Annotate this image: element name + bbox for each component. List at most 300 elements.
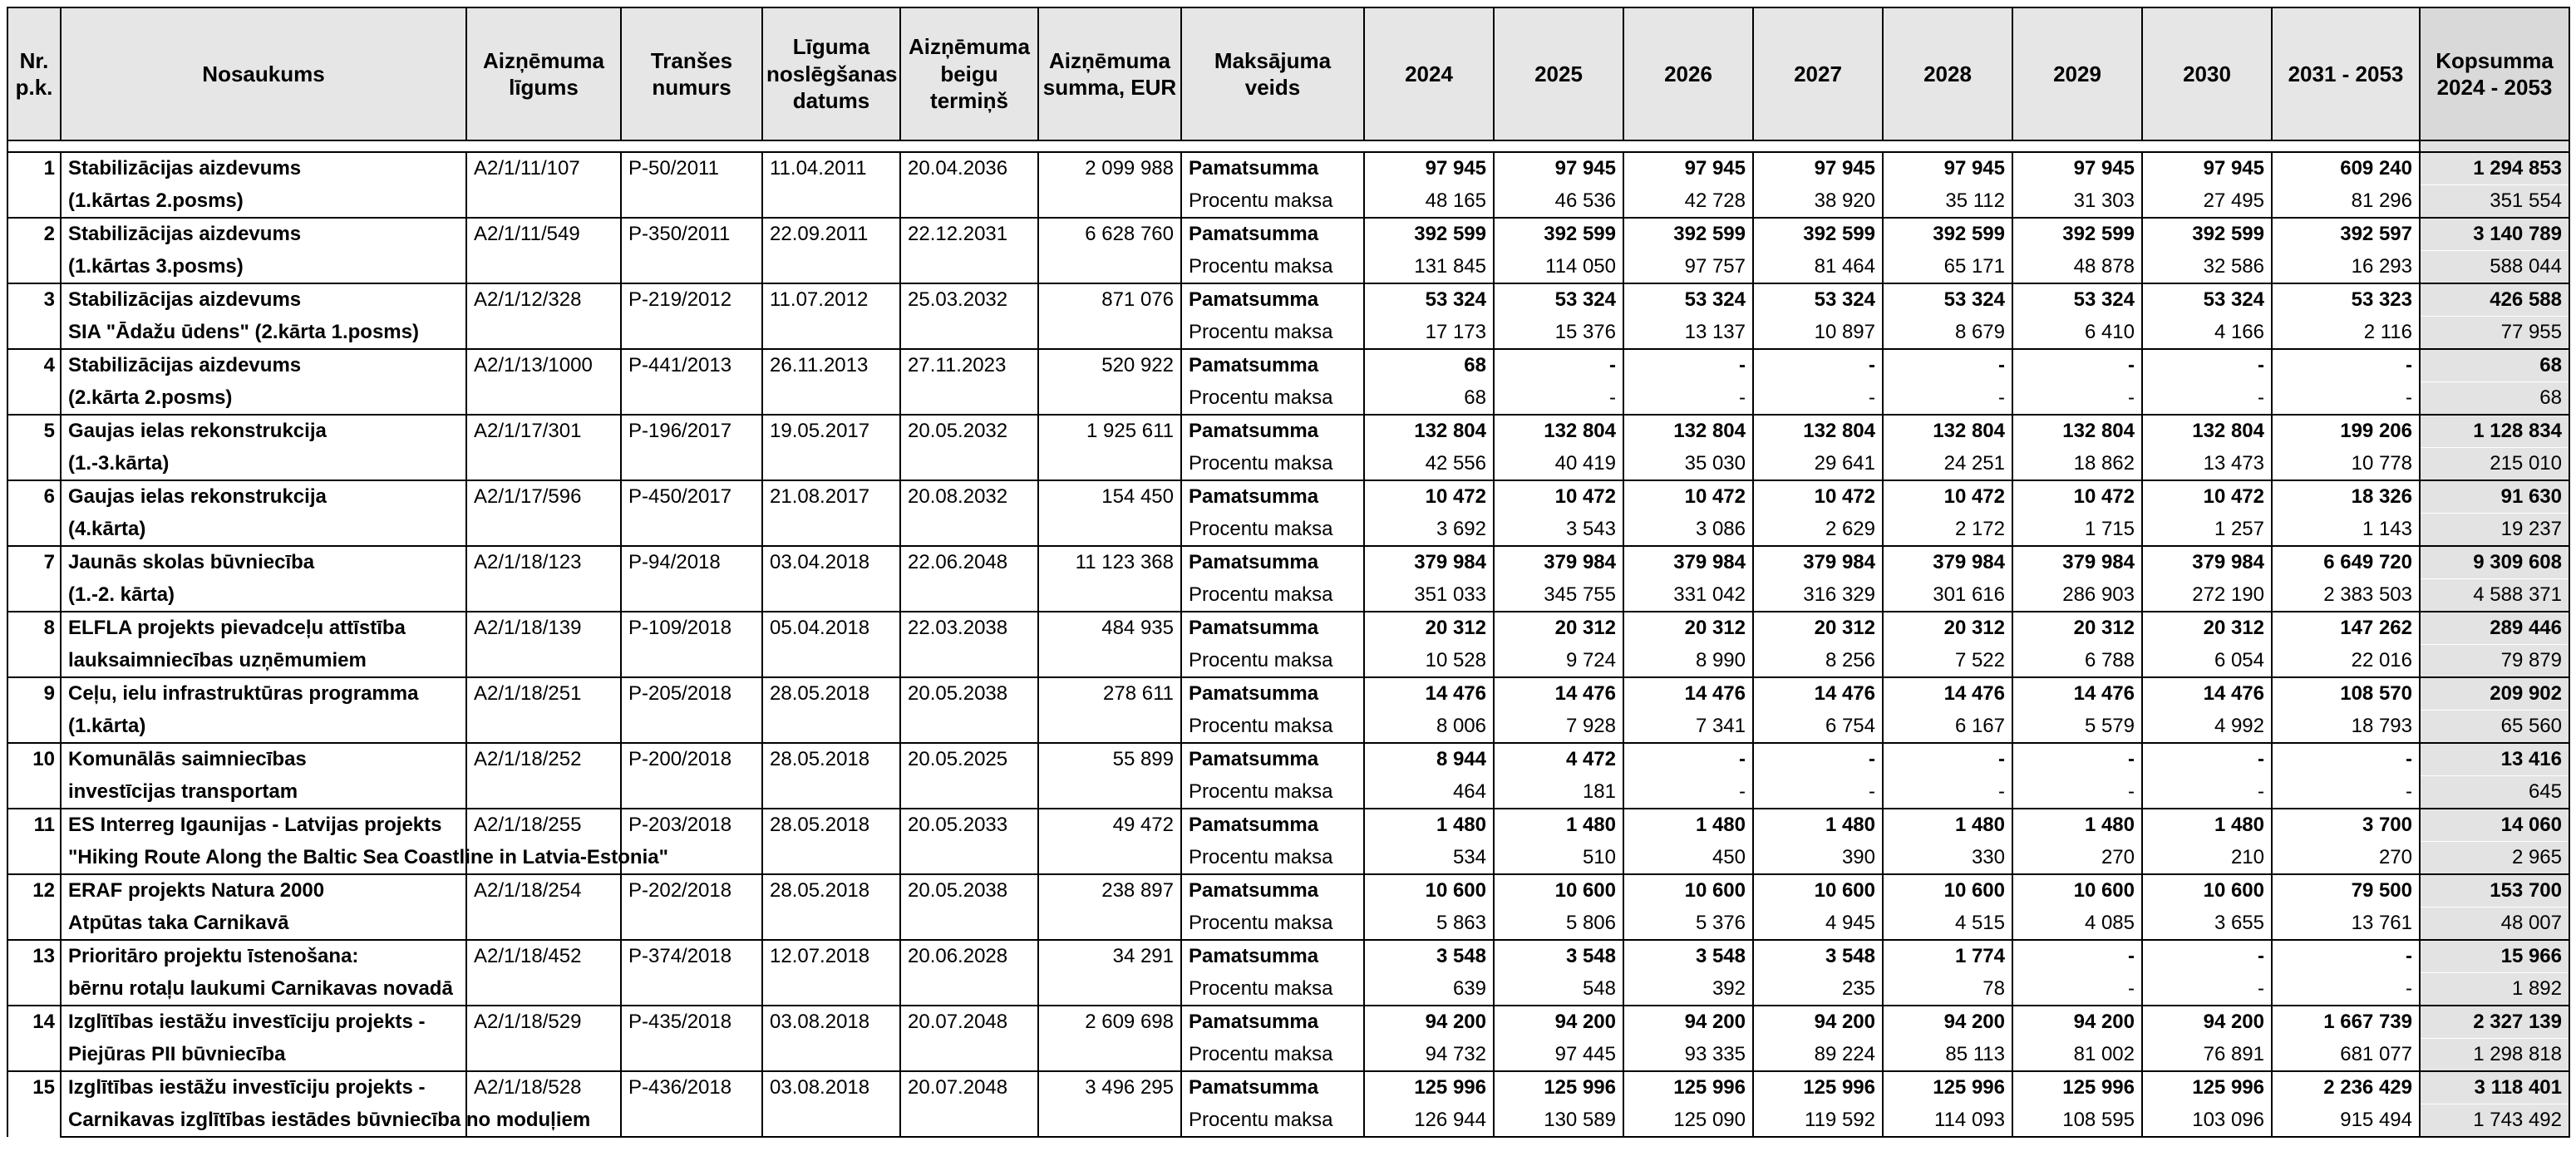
empty-cell bbox=[466, 1039, 621, 1072]
row-number-cont bbox=[7, 1039, 61, 1072]
principal-total: 426 588 bbox=[2420, 283, 2569, 317]
principal-value: 1 667 739 bbox=[2272, 1006, 2420, 1039]
principal-total: 68 bbox=[2420, 349, 2569, 382]
loan-amount: 2 099 988 bbox=[1038, 152, 1181, 185]
interest-total: 2 965 bbox=[2420, 842, 2569, 875]
principal-value: 10 472 bbox=[1753, 480, 1883, 514]
principal-value: 4 472 bbox=[1494, 743, 1623, 776]
loan-row-interest bbox=[7, 973, 2569, 1006]
maturity-date: 22.06.2048 bbox=[900, 546, 1038, 579]
row-number-cont bbox=[7, 973, 61, 1006]
loan-name: Izglītības iestāžu investīciju projekts - bbox=[61, 1006, 466, 1039]
interest-value: 4 166 bbox=[2142, 317, 2272, 350]
loan-name: Stabilizācijas aizdevums bbox=[61, 349, 466, 382]
principal-value: 20 312 bbox=[1753, 612, 1883, 645]
header-row bbox=[7, 7, 2569, 140]
loan-name: Jaunās skolas būvniecība bbox=[61, 546, 466, 579]
row-number: 13 bbox=[7, 940, 61, 973]
header-2025: 2025 bbox=[1494, 7, 1623, 140]
principal-value: 10 472 bbox=[1364, 480, 1494, 514]
interest-value: 270 bbox=[2012, 842, 2142, 875]
empty-cell bbox=[466, 382, 621, 416]
tranche-number: P-435/2018 bbox=[621, 1006, 762, 1039]
loan-row-principal bbox=[7, 612, 2569, 645]
empty-cell bbox=[466, 908, 621, 941]
interest-value: 35 030 bbox=[1623, 448, 1753, 481]
loan-row-principal bbox=[7, 940, 2569, 973]
interest-value: 270 bbox=[2272, 842, 2420, 875]
principal-value: 68 bbox=[1364, 349, 1494, 382]
empty-cell bbox=[466, 185, 621, 219]
interest-total: 1 743 492 bbox=[2420, 1104, 2569, 1138]
loan-name-cont: Carnikavas izglītības iestādes būvniecība no moduļiem bbox=[61, 1104, 466, 1138]
loan-row-interest bbox=[7, 579, 2569, 612]
principal-value: 1 480 bbox=[1364, 809, 1494, 842]
row-number-cont bbox=[7, 842, 61, 875]
interest-value: 639 bbox=[1364, 973, 1494, 1006]
payment-type: Procentu maksa bbox=[1181, 185, 1364, 219]
tranche-number: P-109/2018 bbox=[621, 612, 762, 645]
interest-value: - bbox=[2272, 973, 2420, 1006]
empty-cell bbox=[466, 711, 621, 744]
empty-cell bbox=[762, 1039, 900, 1072]
loan-agreement: A2/1/18/528 bbox=[466, 1071, 621, 1104]
interest-total: 79 879 bbox=[2420, 645, 2569, 678]
empty-cell bbox=[762, 382, 900, 416]
principal-value: 392 599 bbox=[1623, 218, 1753, 251]
empty-cell bbox=[900, 1039, 1038, 1072]
principal-value: 6 649 720 bbox=[2272, 546, 2420, 579]
interest-value: 24 251 bbox=[1883, 448, 2012, 481]
loan-row-principal bbox=[7, 480, 2569, 514]
principal-value: 53 324 bbox=[1623, 283, 1753, 317]
loan-row-principal bbox=[7, 349, 2569, 382]
payment-type: Pamatsumma bbox=[1181, 283, 1364, 317]
interest-value: 915 494 bbox=[2272, 1104, 2420, 1138]
agreement-date: 26.11.2013 bbox=[762, 349, 900, 382]
principal-value: 609 240 bbox=[2272, 152, 2420, 185]
payment-type: Procentu maksa bbox=[1181, 382, 1364, 416]
loan-row-interest bbox=[7, 1104, 2569, 1138]
principal-value: 125 996 bbox=[1623, 1071, 1753, 1104]
principal-value: 18 326 bbox=[2272, 480, 2420, 514]
payment-type: Procentu maksa bbox=[1181, 645, 1364, 678]
interest-value: 1 715 bbox=[2012, 514, 2142, 547]
empty-cell bbox=[1038, 908, 1181, 941]
empty-cell bbox=[621, 908, 762, 941]
payment-type: Procentu maksa bbox=[1181, 579, 1364, 612]
interest-value: 330 bbox=[1883, 842, 2012, 875]
interest-value: 534 bbox=[1364, 842, 1494, 875]
agreement-date: 03.04.2018 bbox=[762, 546, 900, 579]
empty-cell bbox=[621, 448, 762, 481]
tranche-number: P-374/2018 bbox=[621, 940, 762, 973]
payment-type: Pamatsumma bbox=[1181, 809, 1364, 842]
loan-row-interest bbox=[7, 382, 2569, 416]
interest-value: - bbox=[2012, 973, 2142, 1006]
principal-value: 10 600 bbox=[1753, 874, 1883, 908]
interest-value: 6 788 bbox=[2012, 645, 2142, 678]
principal-value: 10 600 bbox=[1364, 874, 1494, 908]
interest-value: 2 383 503 bbox=[2272, 579, 2420, 612]
loan-row-principal bbox=[7, 283, 2569, 317]
row-number: 3 bbox=[7, 283, 61, 317]
agreement-date: 03.08.2018 bbox=[762, 1006, 900, 1039]
interest-value: 9 724 bbox=[1494, 645, 1623, 678]
principal-value: 53 324 bbox=[1364, 283, 1494, 317]
payment-type: Pamatsumma bbox=[1181, 218, 1364, 251]
empty-cell bbox=[621, 776, 762, 809]
principal-value: 392 599 bbox=[2142, 218, 2272, 251]
loan-amount: 55 899 bbox=[1038, 743, 1181, 776]
loan-row-principal bbox=[7, 415, 2569, 448]
loan-row-principal bbox=[7, 152, 2569, 185]
interest-value: 27 495 bbox=[2142, 185, 2272, 219]
interest-value: 15 376 bbox=[1494, 317, 1623, 350]
loan-row-interest bbox=[7, 711, 2569, 744]
interest-value: 6 754 bbox=[1753, 711, 1883, 744]
principal-value: 10 472 bbox=[2012, 480, 2142, 514]
empty-cell bbox=[900, 711, 1038, 744]
loan-name: ERAF projekts Natura 2000 bbox=[61, 874, 466, 908]
loan-name: Ceļu, ielu infrastruktūras programma bbox=[61, 677, 466, 711]
loan-name-cont: investīcijas transportam bbox=[61, 776, 466, 809]
payment-type: Pamatsumma bbox=[1181, 546, 1364, 579]
interest-value: 65 171 bbox=[1883, 251, 2012, 284]
interest-total: 4 588 371 bbox=[2420, 579, 2569, 612]
interest-total: 215 010 bbox=[2420, 448, 2569, 481]
empty-cell bbox=[621, 382, 762, 416]
interest-value: 40 419 bbox=[1494, 448, 1623, 481]
principal-value: 20 312 bbox=[2012, 612, 2142, 645]
row-number-cont bbox=[7, 908, 61, 941]
principal-value: 1 480 bbox=[1753, 809, 1883, 842]
principal-value: 94 200 bbox=[1883, 1006, 2012, 1039]
row-number-cont bbox=[7, 382, 61, 416]
row-number-cont bbox=[7, 317, 61, 350]
empty-cell bbox=[466, 448, 621, 481]
interest-value: 301 616 bbox=[1883, 579, 2012, 612]
loan-agreement: A2/1/18/123 bbox=[466, 546, 621, 579]
loan-amount: 6 628 760 bbox=[1038, 218, 1181, 251]
interest-value: 331 042 bbox=[1623, 579, 1753, 612]
header-summa: Aizņēmuma summa, EUR bbox=[1038, 7, 1181, 140]
empty-cell bbox=[900, 448, 1038, 481]
maturity-date: 20.05.2038 bbox=[900, 677, 1038, 711]
empty-cell bbox=[466, 776, 621, 809]
maturity-date: 22.12.2031 bbox=[900, 218, 1038, 251]
empty-cell bbox=[900, 514, 1038, 547]
principal-value: 379 984 bbox=[2142, 546, 2272, 579]
principal-value: 14 476 bbox=[1494, 677, 1623, 711]
interest-value: 48 878 bbox=[2012, 251, 2142, 284]
empty-cell bbox=[466, 514, 621, 547]
loan-name-cont: (2.kārta 2.posms) bbox=[61, 382, 466, 416]
header-tranche: Tranšes numurs bbox=[621, 7, 762, 140]
interest-value: 32 586 bbox=[2142, 251, 2272, 284]
principal-value: 14 476 bbox=[1753, 677, 1883, 711]
loan-amount: 1 925 611 bbox=[1038, 415, 1181, 448]
interest-value: 345 755 bbox=[1494, 579, 1623, 612]
loan-agreement: A2/1/17/596 bbox=[466, 480, 621, 514]
principal-value: 79 500 bbox=[2272, 874, 2420, 908]
header-2026: 2026 bbox=[1623, 7, 1753, 140]
header-beigu: Aizņēmuma beigu termiņš bbox=[900, 7, 1038, 140]
principal-value: - bbox=[2012, 940, 2142, 973]
interest-value: 3 543 bbox=[1494, 514, 1623, 547]
principal-value: 94 200 bbox=[2142, 1006, 2272, 1039]
interest-value: 510 bbox=[1494, 842, 1623, 875]
interest-value: 103 096 bbox=[2142, 1104, 2272, 1138]
principal-value: - bbox=[1883, 349, 2012, 382]
loan-amount: 871 076 bbox=[1038, 283, 1181, 317]
empty-cell bbox=[900, 251, 1038, 284]
loan-row-principal bbox=[7, 677, 2569, 711]
interest-value: 4 085 bbox=[2012, 908, 2142, 941]
principal-value: 379 984 bbox=[1883, 546, 2012, 579]
empty-cell bbox=[466, 579, 621, 612]
loan-amount: 484 935 bbox=[1038, 612, 1181, 645]
empty-cell bbox=[1038, 1039, 1181, 1072]
principal-value: 10 472 bbox=[2142, 480, 2272, 514]
loan-agreement: A2/1/12/328 bbox=[466, 283, 621, 317]
empty-cell bbox=[466, 973, 621, 1006]
interest-value: 81 296 bbox=[2272, 185, 2420, 219]
interest-value: - bbox=[2142, 973, 2272, 1006]
principal-value: 1 480 bbox=[2142, 809, 2272, 842]
empty-cell bbox=[621, 1104, 762, 1138]
principal-value: 1 480 bbox=[1494, 809, 1623, 842]
agreement-date: 19.05.2017 bbox=[762, 415, 900, 448]
loan-name: Komunālās saimniecības bbox=[61, 743, 466, 776]
row-number: 6 bbox=[7, 480, 61, 514]
interest-value: 10 778 bbox=[2272, 448, 2420, 481]
loan-name: Stabilizācijas aizdevums bbox=[61, 152, 466, 185]
tranche-number: P-205/2018 bbox=[621, 677, 762, 711]
principal-value: 125 996 bbox=[2012, 1071, 2142, 1104]
agreement-date: 28.05.2018 bbox=[762, 809, 900, 842]
interest-value: - bbox=[2012, 776, 2142, 809]
loan-name-cont: "Hiking Route Along the Baltic Sea Coastline in Latvia-Estonia" bbox=[61, 842, 466, 875]
tranche-number: P-50/2011 bbox=[621, 152, 762, 185]
empty-cell bbox=[621, 973, 762, 1006]
interest-value: 35 112 bbox=[1883, 185, 2012, 219]
loan-name-cont: SIA "Ādažu ūdens" (2.kārta 1.posms) bbox=[61, 317, 466, 350]
principal-value: 125 996 bbox=[1364, 1071, 1494, 1104]
row-number: 1 bbox=[7, 152, 61, 185]
loan-agreement: A2/1/18/452 bbox=[466, 940, 621, 973]
interest-value: 2 629 bbox=[1753, 514, 1883, 547]
interest-value: - bbox=[2142, 776, 2272, 809]
agreement-date: 11.04.2011 bbox=[762, 152, 900, 185]
empty-cell bbox=[1038, 1104, 1181, 1138]
empty-cell bbox=[900, 382, 1038, 416]
principal-value: 132 804 bbox=[2142, 415, 2272, 448]
payment-type: Pamatsumma bbox=[1181, 1006, 1364, 1039]
loan-name: Stabilizācijas aizdevums bbox=[61, 218, 466, 251]
principal-value: 97 945 bbox=[1623, 152, 1753, 185]
loan-agreement: A2/1/18/251 bbox=[466, 677, 621, 711]
loan-name: Prioritāro projektu īstenošana: bbox=[61, 940, 466, 973]
loan-row-interest bbox=[7, 185, 2569, 219]
empty-cell bbox=[762, 776, 900, 809]
payment-type: Pamatsumma bbox=[1181, 612, 1364, 645]
interest-value: 3 655 bbox=[2142, 908, 2272, 941]
interest-value: 48 165 bbox=[1364, 185, 1494, 219]
principal-total: 289 446 bbox=[2420, 612, 2569, 645]
principal-value: 14 476 bbox=[2012, 677, 2142, 711]
principal-value: 94 200 bbox=[2012, 1006, 2142, 1039]
empty-cell bbox=[621, 579, 762, 612]
principal-value: 97 945 bbox=[1494, 152, 1623, 185]
principal-value: 379 984 bbox=[1364, 546, 1494, 579]
principal-value: 20 312 bbox=[1364, 612, 1494, 645]
principal-value: 132 804 bbox=[1883, 415, 2012, 448]
row-number: 14 bbox=[7, 1006, 61, 1039]
principal-value: 132 804 bbox=[1753, 415, 1883, 448]
interest-value: 97 445 bbox=[1494, 1039, 1623, 1072]
interest-value: 13 137 bbox=[1623, 317, 1753, 350]
row-number-cont bbox=[7, 1104, 61, 1138]
principal-value: 132 804 bbox=[1494, 415, 1623, 448]
interest-value: 68 bbox=[1364, 382, 1494, 416]
interest-value: 351 033 bbox=[1364, 579, 1494, 612]
loan-name: ES Interreg Igaunijas - Latvijas projekts bbox=[61, 809, 466, 842]
principal-value: 3 548 bbox=[1494, 940, 1623, 973]
interest-value: 464 bbox=[1364, 776, 1494, 809]
loan-agreement: A2/1/18/254 bbox=[466, 874, 621, 908]
principal-value: 97 945 bbox=[1883, 152, 2012, 185]
principal-value: 199 206 bbox=[2272, 415, 2420, 448]
loan-row-interest bbox=[7, 776, 2569, 809]
empty-cell bbox=[1038, 448, 1181, 481]
interest-value: - bbox=[2272, 776, 2420, 809]
row-number-cont bbox=[7, 645, 61, 678]
interest-value: 4 945 bbox=[1753, 908, 1883, 941]
principal-value: 20 312 bbox=[2142, 612, 2272, 645]
interest-value: 114 050 bbox=[1494, 251, 1623, 284]
interest-value: 108 595 bbox=[2012, 1104, 2142, 1138]
row-number-cont bbox=[7, 448, 61, 481]
header-veids: Maksājuma veids bbox=[1181, 7, 1364, 140]
header-2028: 2028 bbox=[1883, 7, 2012, 140]
interest-value: 89 224 bbox=[1753, 1039, 1883, 1072]
interest-value: 16 293 bbox=[2272, 251, 2420, 284]
maturity-date: 20.05.2038 bbox=[900, 874, 1038, 908]
interest-value: 8 990 bbox=[1623, 645, 1753, 678]
interest-value: 22 016 bbox=[2272, 645, 2420, 678]
interest-value: 3 086 bbox=[1623, 514, 1753, 547]
principal-value: 97 945 bbox=[1364, 152, 1494, 185]
principal-value: 94 200 bbox=[1494, 1006, 1623, 1039]
principal-value: - bbox=[2142, 743, 2272, 776]
interest-value: - bbox=[2272, 382, 2420, 416]
principal-total: 1 128 834 bbox=[2420, 415, 2569, 448]
interest-value: - bbox=[1883, 776, 2012, 809]
principal-value: 97 945 bbox=[2012, 152, 2142, 185]
loan-amount: 34 291 bbox=[1038, 940, 1181, 973]
principal-value: 392 599 bbox=[2012, 218, 2142, 251]
principal-value: 10 600 bbox=[2012, 874, 2142, 908]
principal-value: 10 600 bbox=[1623, 874, 1753, 908]
principal-value: 53 324 bbox=[2012, 283, 2142, 317]
principal-value: 20 312 bbox=[1883, 612, 2012, 645]
principal-value: 3 548 bbox=[1753, 940, 1883, 973]
loan-name: ELFLA projekts pievadceļu attīstība bbox=[61, 612, 466, 645]
agreement-date: 11.07.2012 bbox=[762, 283, 900, 317]
loan-agreement: A2/1/18/255 bbox=[466, 809, 621, 842]
empty-cell bbox=[900, 1104, 1038, 1138]
loan-amount: 278 611 bbox=[1038, 677, 1181, 711]
loan-name-cont: (1.kārtas 2.posms) bbox=[61, 185, 466, 219]
empty-cell bbox=[762, 448, 900, 481]
principal-value: 125 996 bbox=[2142, 1071, 2272, 1104]
principal-value: 14 476 bbox=[1623, 677, 1753, 711]
empty-cell bbox=[621, 514, 762, 547]
loan-amount: 2 609 698 bbox=[1038, 1006, 1181, 1039]
loan-name: Gaujas ielas rekonstrukcija bbox=[61, 415, 466, 448]
interest-value: 126 944 bbox=[1364, 1104, 1494, 1138]
payment-type: Procentu maksa bbox=[1181, 842, 1364, 875]
loan-amount: 238 897 bbox=[1038, 874, 1181, 908]
header-2024: 2024 bbox=[1364, 7, 1494, 140]
principal-value: 53 324 bbox=[1883, 283, 2012, 317]
agreement-date: 12.07.2018 bbox=[762, 940, 900, 973]
interest-value: 6 167 bbox=[1883, 711, 2012, 744]
interest-value: - bbox=[1623, 382, 1753, 416]
spacer-row bbox=[7, 140, 2569, 152]
row-number-cont bbox=[7, 579, 61, 612]
interest-total: 19 237 bbox=[2420, 514, 2569, 547]
interest-value: 38 920 bbox=[1753, 185, 1883, 219]
interest-value: 8 256 bbox=[1753, 645, 1883, 678]
principal-value: - bbox=[2272, 940, 2420, 973]
loan-row-interest bbox=[7, 908, 2569, 941]
row-number: 12 bbox=[7, 874, 61, 908]
principal-value: 3 548 bbox=[1623, 940, 1753, 973]
agreement-date: 28.05.2018 bbox=[762, 677, 900, 711]
principal-value: 132 804 bbox=[1623, 415, 1753, 448]
principal-value: 14 476 bbox=[1364, 677, 1494, 711]
principal-value: 379 984 bbox=[1623, 546, 1753, 579]
empty-cell bbox=[1038, 645, 1181, 678]
loan-row-interest bbox=[7, 251, 2569, 284]
empty-cell bbox=[762, 185, 900, 219]
empty-cell bbox=[762, 1104, 900, 1138]
principal-total: 1 294 853 bbox=[2420, 152, 2569, 185]
principal-value: - bbox=[2272, 349, 2420, 382]
interest-value: 7 522 bbox=[1883, 645, 2012, 678]
row-number: 9 bbox=[7, 677, 61, 711]
tranche-number: P-200/2018 bbox=[621, 743, 762, 776]
empty-cell bbox=[466, 317, 621, 350]
empty-cell bbox=[621, 317, 762, 350]
empty-cell bbox=[1038, 251, 1181, 284]
interest-value: 10 897 bbox=[1753, 317, 1883, 350]
row-number-cont bbox=[7, 711, 61, 744]
interest-value: 125 090 bbox=[1623, 1104, 1753, 1138]
maturity-date: 20.06.2028 bbox=[900, 940, 1038, 973]
principal-value: 392 599 bbox=[1753, 218, 1883, 251]
tranche-number: P-219/2012 bbox=[621, 283, 762, 317]
interest-value: 42 556 bbox=[1364, 448, 1494, 481]
principal-total: 9 309 608 bbox=[2420, 546, 2569, 579]
payment-type: Pamatsumma bbox=[1181, 743, 1364, 776]
interest-total: 48 007 bbox=[2420, 908, 2569, 941]
principal-value: - bbox=[1623, 743, 1753, 776]
interest-total: 65 560 bbox=[2420, 711, 2569, 744]
principal-total: 14 060 bbox=[2420, 809, 2569, 842]
